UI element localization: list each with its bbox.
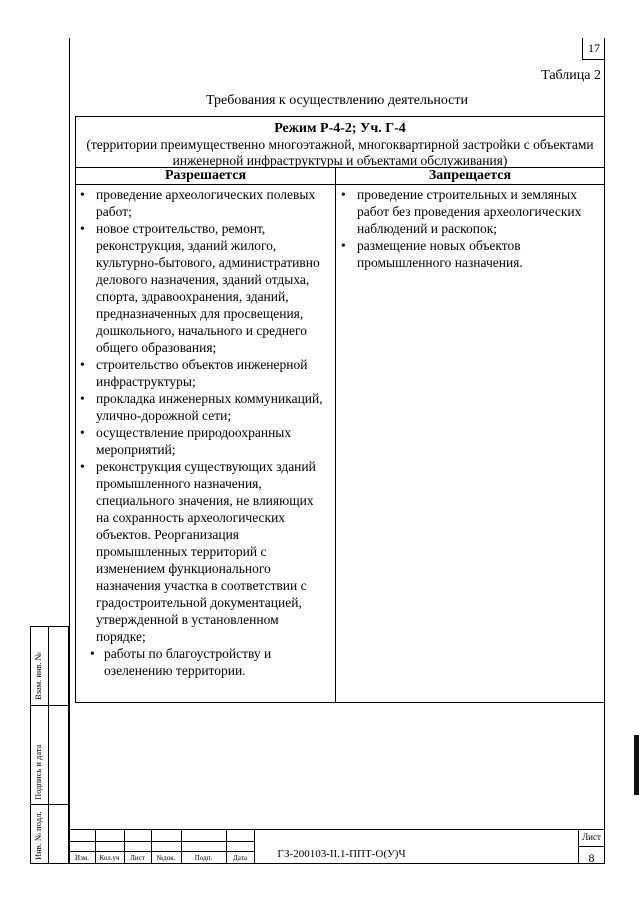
side-strip-row-line [30, 705, 69, 706]
regime-description: (территории преимущественно многоэтажной, многоквартирной застройки с объектами инженерной инфраструктуры и объектами обслуживания) [86, 137, 594, 168]
scan-edge-mark [634, 735, 639, 795]
regime-title: Режим Р-4-2; Уч. Г-4 [274, 121, 406, 136]
inv-podl-label: Инв. № подл. [33, 811, 43, 860]
document-code: ГЗ-200103-II.1-ППТ-О(У)Ч [277, 848, 406, 860]
allowed-item: • строительство объектов инженерной инфраструктуры; [80, 356, 330, 390]
forbidden-column-header: Запрещается [428, 168, 512, 183]
allowed-item: • осуществление природоохранных мероприятий; [80, 424, 330, 458]
allowed-sub-item: • работы по благоустройству и озеленению территории. [80, 645, 330, 679]
side-strip-row-line [30, 804, 69, 805]
allowed-item: • проведение археологических полевых работ; [80, 186, 330, 220]
vzam-inv-label: Взам. инв. № [33, 652, 43, 700]
document-heading: Требования к осуществлению деятельности [206, 93, 468, 108]
allowed-item: • прокладка инженерных коммуникаций, улично-дорожной сети; [80, 390, 330, 424]
sign-date-label: Подпись и дата [33, 744, 43, 800]
forbidden-list [341, 186, 599, 271]
stamp-top-border [69, 829, 605, 830]
stamp-col-kol: Кол.уч [99, 854, 120, 862]
allowed-list [80, 186, 330, 679]
forbidden-item: • размещение новых объектов промышленного назначения. [341, 237, 599, 271]
stamp-col-podp: Подп. [194, 854, 213, 862]
forbidden-item: • проведение строительных и земляных работ без проведения археологических наблюдений и раскопок; [341, 186, 599, 237]
allowed-item: • новое строительство, ремонт, реконструкция, зданий жилого, культурно-бытового, административно делового назначения, зданий отдыха, спорта, здравоохранения, зданий, предназначенных для просвещения, дошкольного, начального и среднего общего образования; [80, 220, 330, 356]
requirements-table [75, 116, 605, 703]
stamp-col-data: Дата [233, 854, 247, 862]
table-label: Таблица 2 [541, 68, 601, 83]
allowed-item: • реконструкция существующих зданий промышленного назначения, специального значения, не влияющих на сохранность археологических объектов. Реорганизация промышленных территорий с изменением функционального назначения участка в соответствии с градостроительной документацией, утвержденной в установленном порядке; [80, 458, 330, 645]
side-strip-divider [48, 626, 49, 864]
sheet-label: Лист [582, 832, 601, 842]
sheet-number: 8 [588, 851, 595, 865]
stamp-col-list: Лист [130, 854, 145, 862]
page-number: 17 [582, 38, 605, 60]
column-header-divider [76, 184, 604, 185]
sheet-divider [578, 846, 605, 847]
allowed-column-header: Разрешается [164, 168, 247, 183]
column-divider [335, 167, 336, 702]
stamp-bottom-border [69, 863, 605, 864]
stamp-col-izm: Изм. [75, 854, 89, 862]
stamp-col-ndok: №док. [156, 854, 176, 862]
